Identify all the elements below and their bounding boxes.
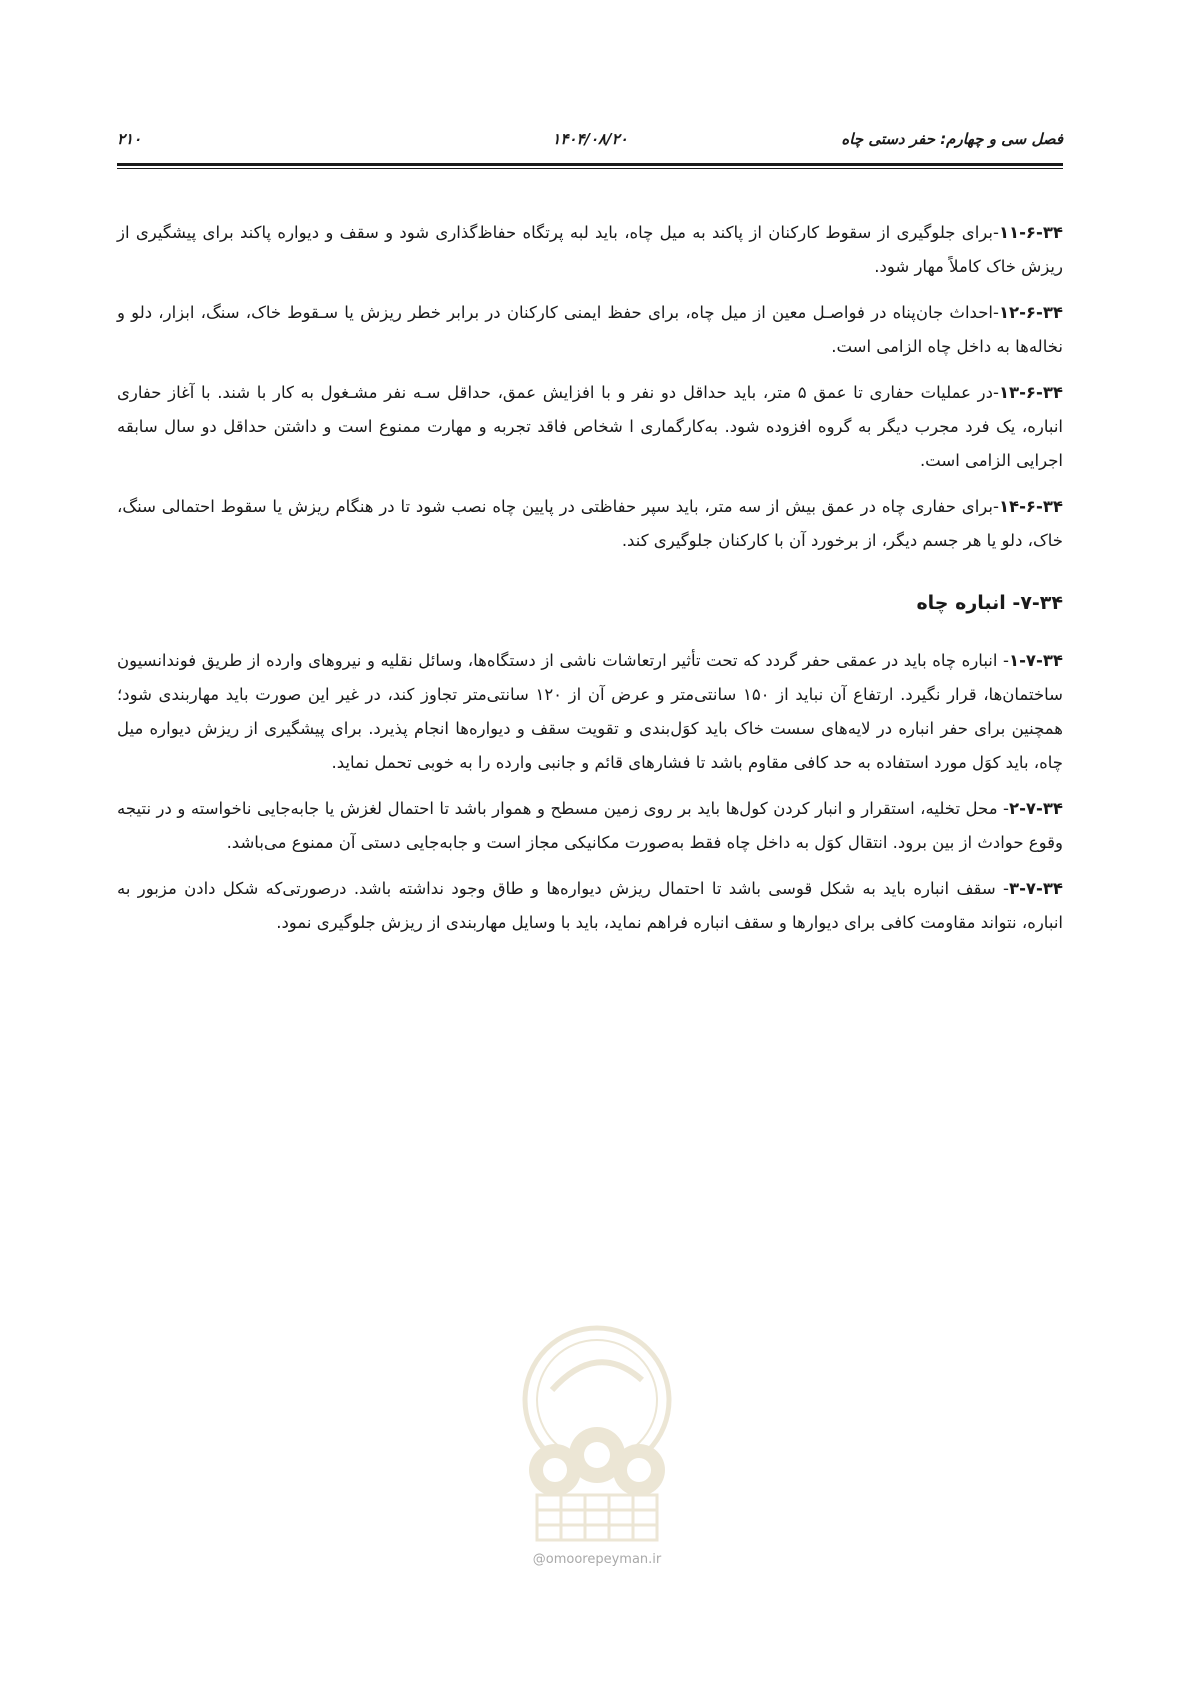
paragraph xyxy=(117,644,1063,780)
clause-text: -در عملیات حفاری تا عمق ۵ متر، باید حداقل دو نفر و با افزایش عمق، حداقل سـه نفر مشـغول به کار با شند. با آغاز حفاری انباره، یک فرد مجرب دیگر به گروه افزوده شود. به‌کارگماری ا شخاص فاقد تجربه و مهارت ممنوع است و داشتن حداقل دو سال سابقه اجرایی الزامی است. xyxy=(117,383,1063,470)
clause-number: ۱۲-۶-۳۴ xyxy=(998,303,1063,322)
document-body xyxy=(117,216,1063,952)
paragraph xyxy=(117,792,1063,860)
omoorepeyman-logo-icon xyxy=(497,1320,697,1560)
header-rule-thin xyxy=(117,168,1063,169)
paragraph xyxy=(117,296,1063,364)
clause-number: ۲-۷-۳۴ xyxy=(1009,799,1063,818)
clause-number: ۱-۷-۳۴ xyxy=(1009,651,1063,670)
clause-text: - سقف انباره باید به شکل قوسی باشد تا احتمال ریزش دیواره‌ها و طاق وجود نداشته باشد. درصورتی‌که شکل دادن مزبور به انباره، نتواند مقاومت کافی برای دیوارها و سقف انباره فراهم نماید، باید با وسایل مهاربندی از ریزش جلوگیری نمود. xyxy=(117,879,1063,932)
clause-text: -برای حفاری چاه در عمق بیش از سه متر، باید سپر حفاظتی در پایین چاه نصب شود تا در هنگام ریزش یا سقوط احتمالی سنگ، خاک، دلو یا هر جسم دیگر، از برخورد آن با کارکنان جلوگیری کند. xyxy=(117,497,1063,550)
header-rule-thick xyxy=(117,163,1063,166)
clause-text: - محل تخلیه، استقرار و انبار کردن کول‌ها باید بر روی زمین مسطح و هموار باشد تا احتمال لغزش یا جابه‌جایی ناخواسته و در نتیجه وقوع حوادث از بین برود. انتقال کوَل به داخل چاه فقط به‌صورت مکانیکی مجاز است و جابه‌جایی دستی آن ممنوع می‌باشد. xyxy=(117,799,1063,852)
paragraph xyxy=(117,872,1063,940)
clause-number: ۳-۷-۳۴ xyxy=(1009,879,1063,898)
paragraph xyxy=(117,216,1063,284)
clause-text: -برای جلوگیری از سقوط کارکنان از پاکند به میل چاه، باید لبه پرتگاه حفاظ‌گذاری شود و سقف و دیواره پاکند برای پیشگیری از ریزش خاک کاملاً مهار شود. xyxy=(117,223,1063,276)
clause-number: ۱۳-۶-۳۴ xyxy=(998,383,1063,402)
chapter-title: فصل سی و چهارم: حفر دستی چاه xyxy=(841,130,1063,148)
section-heading: ۷-۳۴- انباره چاه xyxy=(916,592,1063,614)
page-header xyxy=(117,126,1063,156)
paragraph xyxy=(117,376,1063,478)
clause-number: ۱۴-۶-۳۴ xyxy=(998,497,1063,516)
page-number: ۲۱۰ xyxy=(117,130,142,148)
clause-number: ۱۱-۶-۳۴ xyxy=(998,223,1063,242)
clause-text: -احداث جان‌پناه در فواصـل معین از میل چاه، برای حفظ ایمنی کارکنان در برابر خطر ریزش یا سـقوط خاک، سنگ، ابزار، دلو و نخاله‌ها به داخل چاه الزامی است. xyxy=(117,303,1063,356)
header-date: ۱۴۰۴/۰۸/۲۰ xyxy=(552,130,628,148)
paragraph xyxy=(117,490,1063,558)
watermark-url: @omoorepeyman.ir xyxy=(532,1552,662,1567)
clause-text: - انباره چاه باید در عمقی حفر گردد که تحت تأثیر ارتعاشات ناشی از دستگاه‌ها، وسائل نقلیه و نیروهای وارده از طریق فوندانسیون ساختمان‌ها، قرار نگیرد. ارتفاع آن نباید از ۱۵۰ سانتی‌متر و عرض آن از ۱۲۰ سانتی‌متر تجاوز کند، در غیر این صورت باید مهاربندی شود؛ همچنین برای حفر انباره در لایه‌های سست خاک باید کوَل‌بندی و تقویت سقف و دیواره‌ها انجام پذیرد. برای پیشگیری از ریزش دیواره میل چاه، باید کوَل مورد استفاده به حد کافی مقاوم باشد تا فشارهای قائم و جانبی وارده را به خوبی تحمل نماید. xyxy=(117,651,1063,772)
